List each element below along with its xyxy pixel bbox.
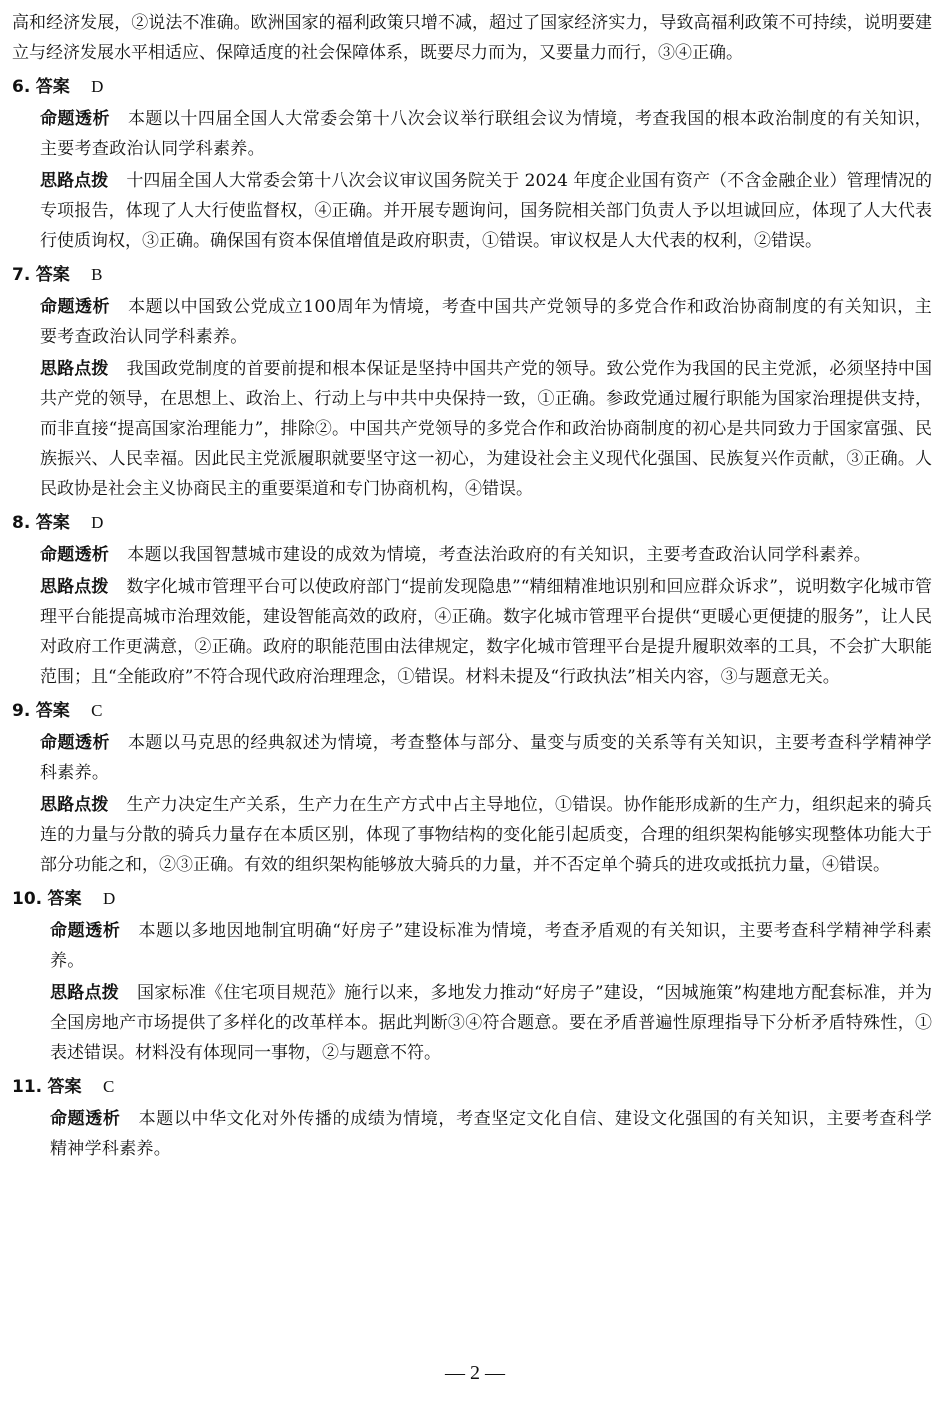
question-number: 8. [12, 513, 31, 533]
hint-paragraph [12, 166, 932, 256]
answer-label: 答案 [47, 1077, 82, 1097]
answer-label: 答案 [35, 265, 70, 285]
answer-label: 答案 [35, 77, 70, 97]
question-9 [12, 696, 932, 880]
analysis-paragraph [12, 104, 932, 164]
answer-line [12, 696, 932, 726]
question-number: 10. [12, 889, 43, 909]
question-10 [12, 884, 932, 1068]
answer-value: C [102, 1077, 115, 1096]
lead-paragraph: 高和经济发展，②说法不准确。欧洲国家的福利政策只增不减，超过了国家经济实力，导致高福利政策不可持续，说明要建立与经济发展水平相适应、保障适度的社会保障体系，既要尽力而为，又要量力而行，③④正确。 [12, 13, 932, 63]
question-8 [12, 508, 932, 692]
analysis-paragraph [12, 728, 932, 788]
analysis-paragraph [12, 292, 932, 352]
analysis-text: 本题以十四届全国人大常委会第十八次会议举行联组会议为情境，考查我国的根本政治制度的有关知识，主要考查政治认同学科素养。 [40, 109, 932, 159]
answer-label: 答案 [35, 701, 70, 721]
answer-value: D [102, 889, 116, 908]
question-7 [12, 260, 932, 504]
question-number: 9. [12, 701, 31, 721]
hint-paragraph [12, 354, 932, 504]
hint-text: 生产力决定生产关系，生产力在生产方式中占主导地位，①错误。协作能形成新的生产力，组织起来的骑兵连的力量与分散的骑兵力量存在本质区别，体现了事物结构的变化能引起质变，合理的组织架构能够实现整体功能大于部分功能之和，②③正确。有效的组织架构能够放大骑兵的力量，并不否定单个骑兵的进攻或抵抗力量，④错误。 [40, 795, 933, 875]
hint-text: 国家标准《住宅项目规范》施行以来，多地发力推动“好房子”建设，“因城施策”构建地方配套标准，并为全国房地产市场提供了多样化的改革样本。据此判断③④符合题意。要在矛盾普遍性原理指导下分析矛盾特殊性，①表述错误。材料没有体现同一事物，②与题意不符。 [50, 983, 933, 1063]
question-number: 11. [12, 1077, 43, 1097]
analysis-text: 本题以马克思的经典叙述为情境，考查整体与部分、量变与质变的关系等有关知识，主要考查科学精神学科素养。 [40, 733, 932, 783]
answer-line [12, 72, 932, 102]
question-11 [12, 1072, 932, 1164]
answer-line [12, 508, 932, 538]
hint-label: 思路点拨 [40, 577, 109, 597]
analysis-label: 命题透析 [50, 1109, 121, 1129]
hint-text: 十四届全国人大常委会第十八次会议审议国务院关于 2024 年度企业国有资产（不含金融企业）管理情况的专项报告，体现了人大行使监督权，④正确。并开展专题询问，国务院相关部门负责人予以坦诚回应，体现了人大代表行使质询权，③正确。确保国有资本保值增值是政府职责，①错误。审议权是人大代表的权利，②错误。 [40, 171, 932, 251]
hint-paragraph [12, 978, 932, 1068]
answer-value: D [91, 77, 104, 96]
answer-line [12, 1072, 932, 1102]
hint-label: 思路点拨 [40, 171, 109, 191]
answer-sheet-page [12, 8, 932, 1164]
answer-value: D [91, 513, 104, 532]
answer-label: 答案 [35, 513, 70, 533]
hint-text: 我国政党制度的首要前提和根本保证是坚持中国共产党的领导。致公党作为我国的民主党派，必须坚持中国共产党的领导，在思想上、政治上、行动上与中共中央保持一致，①正确。参政党通过履行职能为国家治理提供支持，而非直接“提高国家治理能力”，排除②。中国共产党领导的多党合作和政治协商制度的初心是共同致力于国家富强、民族振兴、人民幸福。因此民主党派履职就要坚守这一初心，为建设社会主义现代化强国、民族复兴作贡献，③正确。人民政协是社会主义协商民主的重要渠道和专门协商机构，④错误。 [40, 359, 933, 499]
analysis-label: 命题透析 [40, 297, 111, 317]
analysis-paragraph [12, 540, 932, 570]
answer-label: 答案 [47, 889, 82, 909]
answer-value: C [91, 701, 103, 720]
hint-label: 思路点拨 [50, 983, 120, 1003]
analysis-text: 本题以中华文化对外传播的成绩为情境，考查坚定文化自信、建设文化强国的有关知识，主要考查科学精神学科素养。 [50, 1109, 932, 1159]
answer-line [12, 260, 932, 290]
analysis-label: 命题透析 [40, 545, 110, 565]
analysis-paragraph [12, 1104, 932, 1164]
answer-line [12, 884, 932, 914]
answer-value: B [91, 265, 103, 284]
analysis-paragraph [12, 916, 932, 976]
hint-label: 思路点拨 [40, 795, 109, 815]
question-6 [12, 72, 932, 256]
hint-label: 思路点拨 [40, 359, 109, 379]
analysis-text: 本题以中国致公党成立100周年为情境，考查中国共产党领导的多党合作和政治协商制度的有关知识，主要考查政治认同学科素养。 [40, 297, 933, 347]
page-number: — 2 — [445, 1362, 505, 1384]
analysis-text: 本题以多地因地制宜明确“好房子”建设标准为情境，考查矛盾观的有关知识，主要考查科学精神学科素养。 [50, 921, 932, 971]
hint-text: 数字化城市管理平台可以使政府部门“提前发现隐患”“精细精准地识别和回应群众诉求”，说明数字化城市管理平台能提高城市治理效能，建设智能高效的政府，④正确。数字化城市管理平台提供“更暖心更便捷的服务”，让人民对政府工作更满意，②正确。政府的职能范围由法律规定，数字化城市管理平台是提升履职效率的工具，不会扩大职能范围；且“全能政府”不符合现代政府治理理念，①错误。材料未提及“行政执法”相关内容，③与题意无关。 [40, 577, 933, 687]
hint-paragraph [12, 572, 932, 692]
hint-paragraph [12, 790, 932, 880]
question-number: 7. [12, 265, 31, 285]
analysis-label: 命题透析 [40, 109, 110, 129]
analysis-label: 命题透析 [50, 921, 121, 941]
analysis-text: 本题以我国智慧城市建设的成效为情境，考查法治政府的有关知识，主要考查政治认同学科素养。 [127, 545, 872, 565]
question-number: 6. [12, 77, 31, 97]
analysis-label: 命题透析 [40, 733, 110, 753]
